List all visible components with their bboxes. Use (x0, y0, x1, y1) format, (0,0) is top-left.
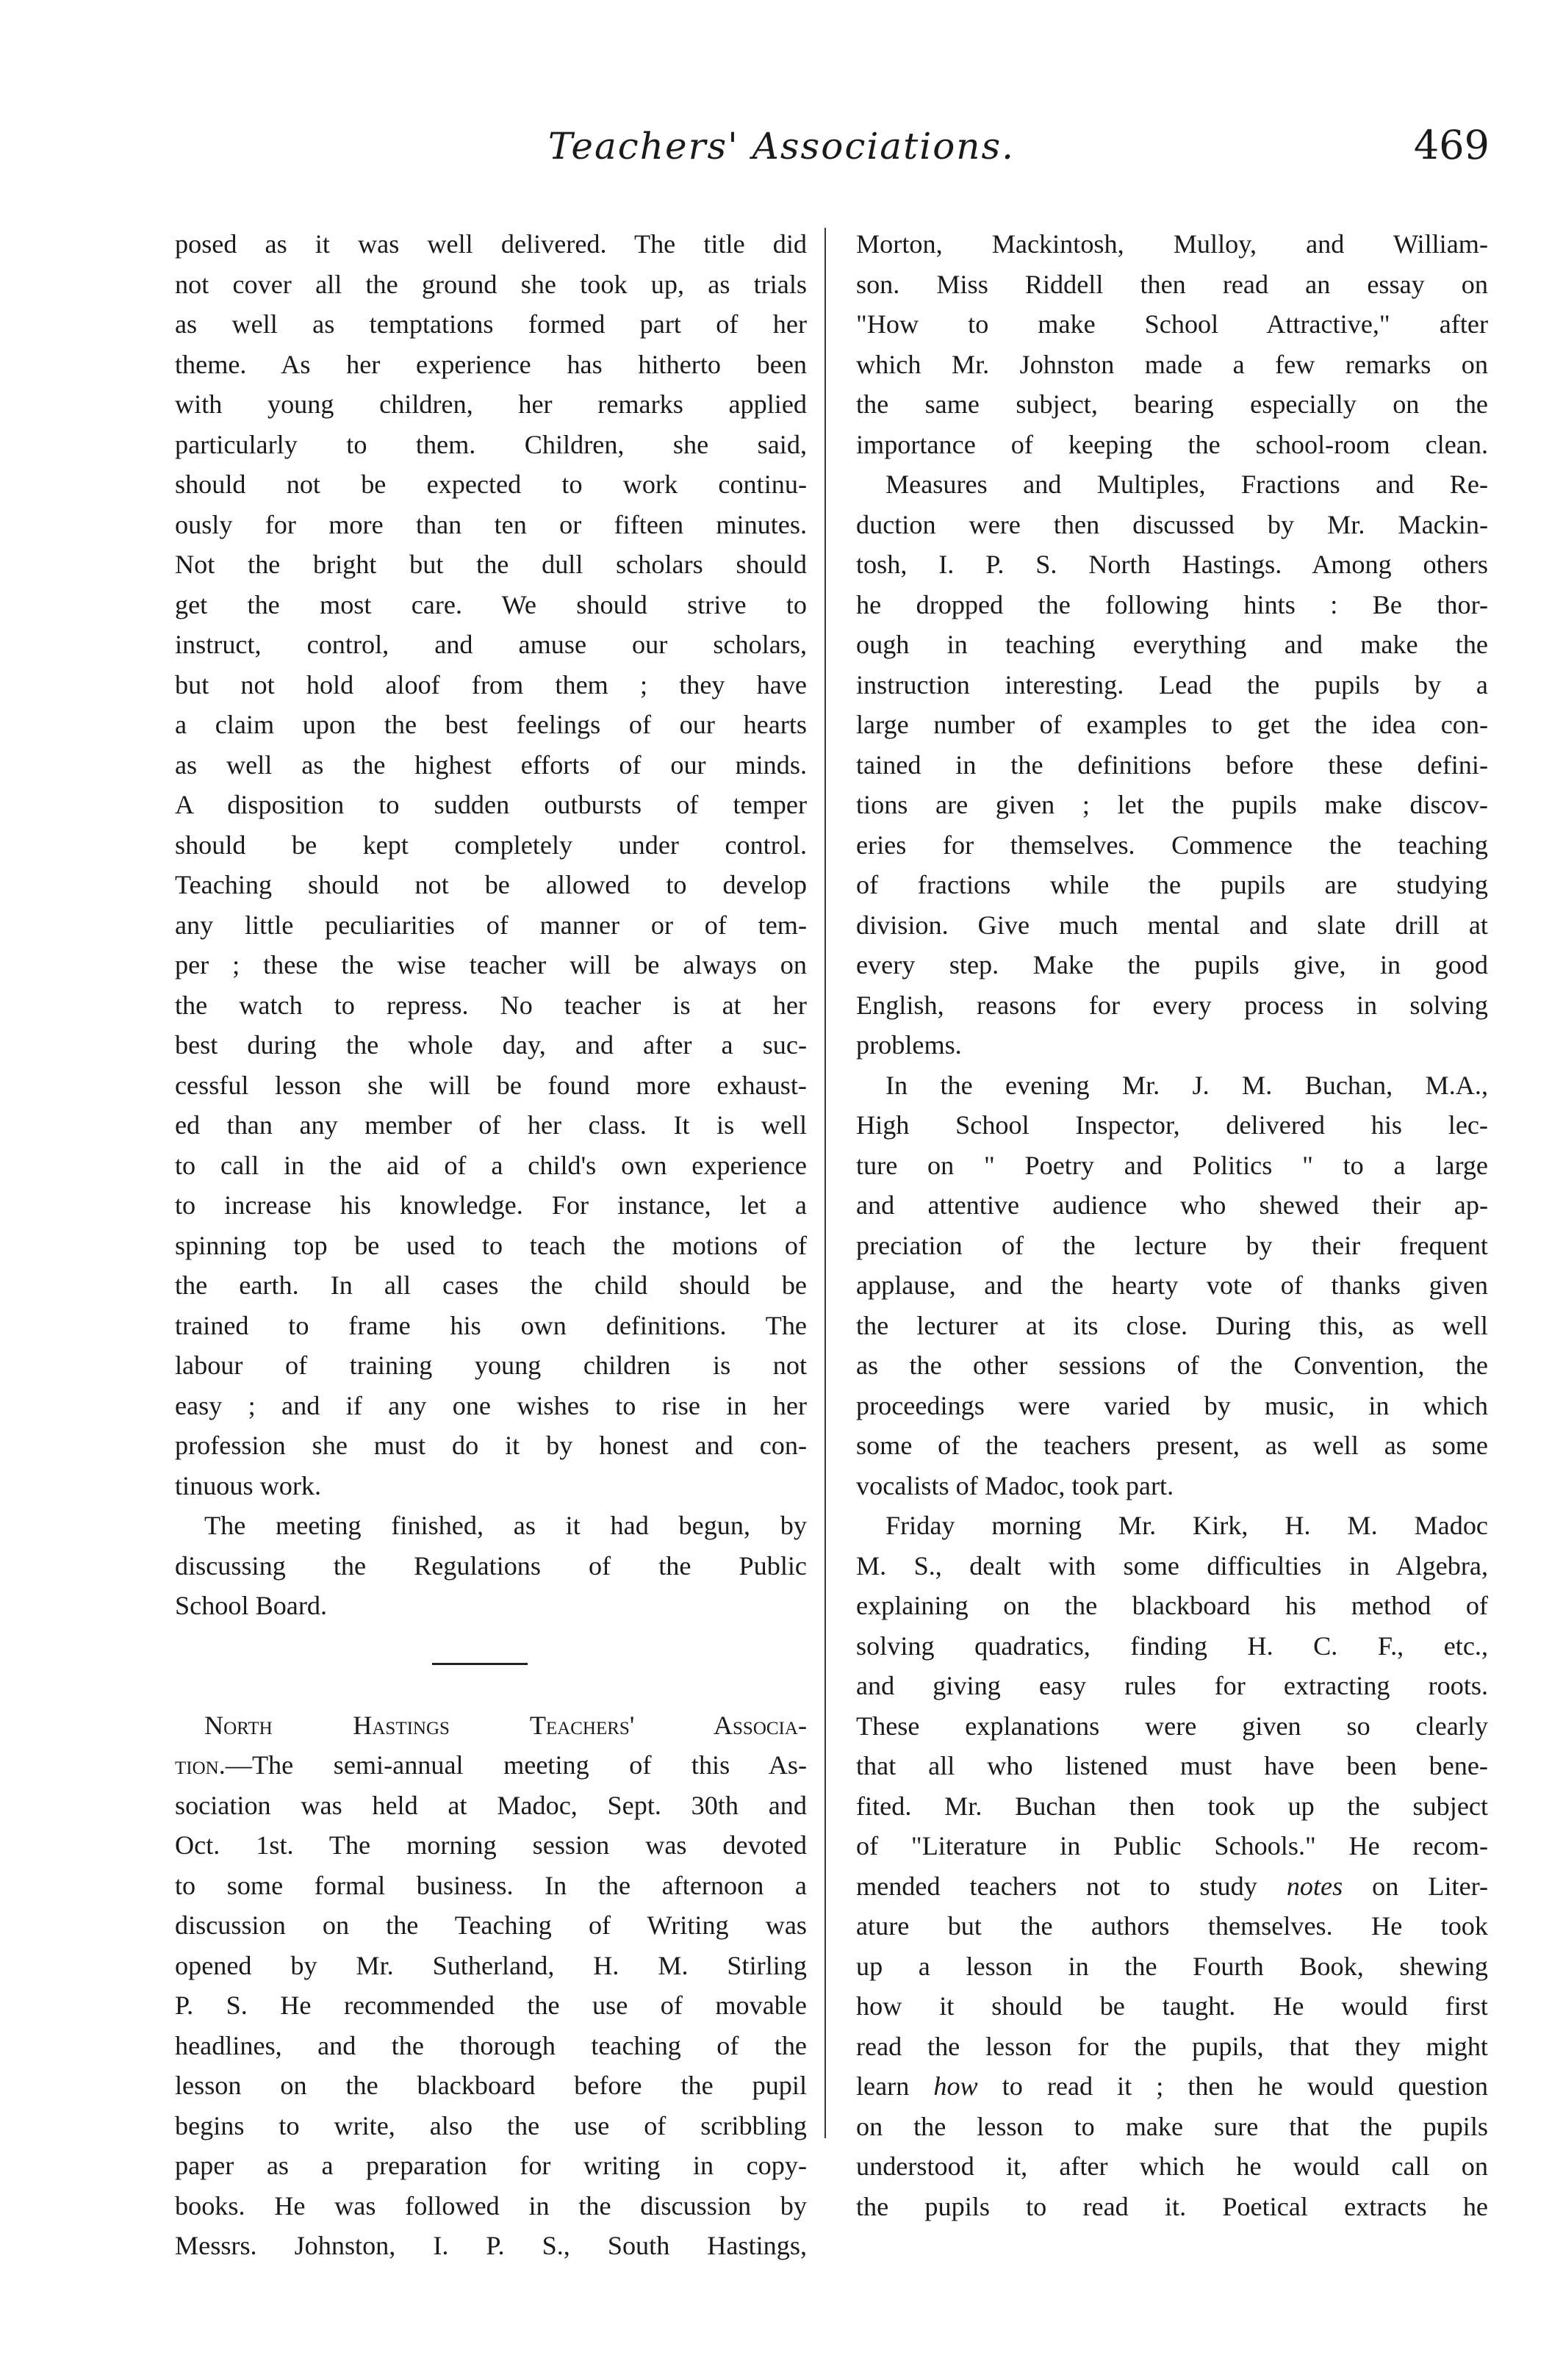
text-line: son. Miss Riddell then read an essay on (856, 269, 1488, 299)
section-heading-line: North Hastings Teachers' Associa- (204, 1710, 807, 1740)
text-line: ture on " Poetry and Politics " to a large (856, 1150, 1488, 1180)
text-line: easy ; and if any one wishes to rise in her (175, 1390, 807, 1420)
text-line: English, reasons for every process in solving (856, 990, 1488, 1020)
text-line: Oct. 1st. The morning session was devoted (175, 1830, 807, 1860)
text-line: sociation was held at Madoc, Sept. 30th and (175, 1790, 807, 1820)
text-line: tinuous work. (175, 1470, 322, 1500)
paragraph-north-hastings (175, 1705, 807, 2266)
paragraph (856, 464, 1488, 1065)
paragraph-body (856, 1506, 1488, 1866)
text-line: posed as it was well delivered. The title did (175, 229, 807, 259)
text-line: how it should be taught. He would first (856, 1991, 1488, 2021)
text-line: instruct, control, and amuse our scholars, (175, 630, 807, 659)
text-line: ed than any member of her class. It is well (175, 1110, 807, 1140)
text-line: and giving easy rules for extracting roots. (856, 1671, 1488, 1700)
text-line: the same subject, bearing especially on the (856, 389, 1488, 419)
text-line: vocalists of Madoc, took part. (856, 1470, 1174, 1500)
text-line: learn how to read it ; then he would question (856, 2071, 1489, 2101)
text-line: cessful lesson she will be found more exhaust- (175, 1070, 807, 1100)
paragraph-body (856, 2107, 1488, 2227)
text-line: as well as temptations formed part of her (175, 309, 807, 339)
text-line: get the most care. We should strive to (175, 589, 807, 619)
running-header: Teachers' Associations. (547, 125, 1016, 168)
text-line: lesson on the blackboard before the pupil (175, 2071, 807, 2100)
text-line: fited. Mr. Buchan then took up the subject (856, 1791, 1488, 1821)
text-line: solving quadratics, finding H. C. F., etc., (856, 1631, 1488, 1661)
text-line: books. He was followed in the discussion by (175, 2190, 807, 2221)
text-line: should be kept completely under control. (175, 830, 807, 860)
text-line: to some formal business. In the afternoon a (175, 1870, 807, 1900)
left-column (175, 224, 807, 2266)
text-line: duction were then discussed by Mr. Mackin- (856, 509, 1488, 539)
text-line: profession she must do it by honest and con- (175, 1431, 807, 1460)
text-line: P. S. He recommended the use of movable (175, 1991, 807, 2020)
text-line: on the lesson to make sure that the pupils (856, 2111, 1488, 2141)
text-line: preciation of the lecture by their frequent (856, 1230, 1488, 1260)
text-line: begins to write, also the use of scribbling (175, 2110, 807, 2140)
text-line: a claim upon the best feelings of our hearts (175, 710, 807, 739)
right-column (856, 224, 1488, 2226)
text-line: discussing the Regulations of the Public (175, 1550, 807, 1581)
text-line: proceedings were varied by music, in which (856, 1390, 1488, 1420)
text-line: the pupils to read it. Poetical extracts he (856, 2191, 1488, 2221)
text-line: of "Literature in Public Schools." He recom- (856, 1831, 1488, 1861)
text-line: applause, and the hearty vote of thanks given (856, 1270, 1488, 1300)
text-line: the lecturer at its close. During this, as well (856, 1310, 1488, 1340)
text-line: some of the teachers present, as well as some (856, 1431, 1488, 1460)
text-line: paper as a preparation for writing in copy- (175, 2151, 807, 2180)
text-line: trained to frame his own definitions. The (175, 1310, 807, 1340)
text-line: that all who listened must have been bene- (856, 1751, 1488, 1780)
paragraph-body (856, 1906, 1488, 2066)
text-line: High School Inspector, delivered his lec- (856, 1110, 1488, 1140)
text-line: Friday morning Mr. Kirk, H. M. Madoc (885, 1511, 1488, 1540)
text-line: division. Give much mental and slate drill at (856, 910, 1488, 940)
paragraph (175, 1506, 807, 1626)
text-line: discussion on the Teaching of Writing was (175, 1910, 807, 1940)
text-line: Messrs. Johnston, I. P. S., South Hastings, (175, 2231, 807, 2260)
text-line: instruction interesting. Lead the pupils by a (856, 669, 1488, 700)
text-line: should not be expected to work continu- (175, 470, 807, 499)
text-line: Measures and Multiples, Fractions and Re- (885, 470, 1488, 499)
paragraph (175, 224, 807, 1506)
text-line: read the lesson for the pupils, that they might (856, 2031, 1488, 2061)
text-line: particularly to them. Children, she said, (175, 429, 807, 459)
text-line: tained in the definitions before these defini- (856, 749, 1488, 780)
text-line: ously for more than ten or fifteen minutes. (175, 509, 807, 539)
text-line: importance of keeping the school-room clean. (856, 429, 1488, 459)
text-line: any little peculiarities of manner or of tem- (175, 910, 807, 940)
text-line: of fractions while the pupils are studying (856, 870, 1488, 899)
text-line: School Board. (175, 1591, 328, 1620)
text-line: but not hold aloof from them ; they have (175, 669, 807, 700)
text-line: headlines, and the thorough teaching of the (175, 2030, 807, 2060)
text-line: large number of examples to get the idea con- (856, 710, 1488, 739)
text-line: which Mr. Johnston made a few remarks on (856, 349, 1488, 379)
text-line: In the evening Mr. J. M. Buchan, M.A., (885, 1070, 1488, 1100)
text-line: he dropped the following hints : Be thor- (856, 589, 1488, 619)
paragraph-body (175, 1786, 807, 2266)
text-line: as well as the highest efforts of our minds. (175, 749, 807, 780)
text-line: mended teachers not to study notes on Liter- (856, 1871, 1489, 1901)
text-line: to increase his knowledge. For instance, let a (175, 1190, 807, 1220)
page-number: 469 (1413, 122, 1490, 168)
text-line: Teaching should not be allowed to develop (175, 870, 807, 899)
text-line: the watch to repress. No teacher is at her (175, 990, 807, 1020)
text-line: best during the whole day, and after a suc- (175, 1030, 807, 1060)
text-line: understood it, after which he would call on (856, 2151, 1488, 2181)
text-line: A disposition to sudden outbursts of temper (175, 790, 807, 819)
text-line: ature but the authors themselves. He took (856, 1911, 1488, 1941)
text-line: These explanations were given so clearly (856, 1711, 1488, 1741)
paragraph (856, 224, 1488, 464)
text-line: The meeting finished, as it had begun, by (204, 1511, 807, 1540)
text-line: not cover all the ground she took up, as trials (175, 269, 807, 299)
text-line: the earth. In all cases the child should be (175, 1270, 807, 1300)
text-line: problems. (856, 1030, 962, 1060)
text-line: as the other sessions of the Convention, the (856, 1351, 1488, 1380)
text-line: spinning top be used to teach the motions of (175, 1230, 807, 1260)
paragraph (856, 1065, 1488, 1506)
spacer (175, 1665, 807, 1705)
text-line: opened by Mr. Sutherland, H. M. Stirling (175, 1950, 807, 1980)
text-line: M. S., dealt with some difficulties in Algebra, (856, 1550, 1488, 1581)
text-line: and attentive audience who shewed their ap- (856, 1190, 1488, 1220)
text-line: tion.—The semi-annual meeting of this As- (175, 1750, 807, 1780)
text-line: every step. Make the pupils give, in good (856, 950, 1488, 979)
text-line: explaining on the blackboard his method of (856, 1591, 1488, 1620)
text-line: ough in teaching everything and make the (856, 630, 1488, 659)
text-line: Not the bright but the dull scholars should (175, 550, 807, 579)
text-line: to call in the aid of a child's own experience (175, 1150, 807, 1180)
text-line: labour of training young children is not (175, 1351, 807, 1380)
column-divider (824, 228, 826, 2138)
text-line: Morton, Mackintosh, Mulloy, and William- (856, 229, 1488, 259)
text-line: theme. As her experience has hitherto been (175, 349, 807, 379)
text-line: eries for themselves. Commence the teaching (856, 830, 1488, 860)
text-line: with young children, her remarks applied (175, 389, 807, 419)
text-line: per ; these the wise teacher will be always on (175, 950, 807, 979)
text-line: tions are given ; let the pupils make discov- (856, 790, 1488, 819)
text-line: "How to make School Attractive," after (856, 309, 1488, 339)
text-line: tosh, I. P. S. North Hastings. Among others (856, 550, 1488, 579)
text-line: up a lesson in the Fourth Book, shewing (856, 1951, 1488, 1981)
paragraph-friday (856, 1506, 1488, 2226)
